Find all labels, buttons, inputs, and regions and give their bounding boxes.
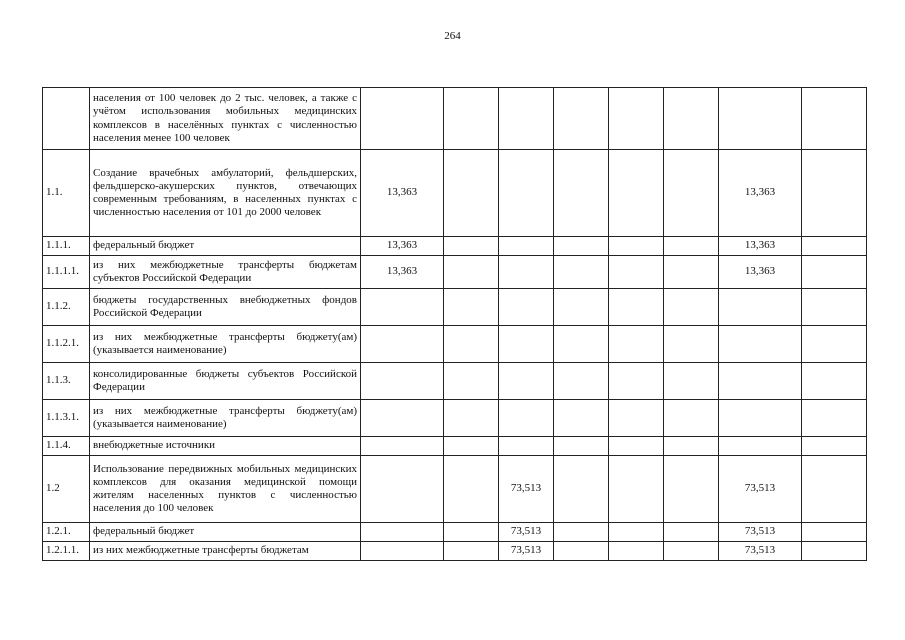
row-description: Использование передвижных мобильных медицинских комплексов для оказания медицинской помощи жителям населенных пунктов с численностью населения до 100 человек (90, 456, 361, 523)
empty-cell (802, 437, 867, 456)
value-cell-1 (361, 542, 444, 561)
empty-cell (609, 88, 664, 150)
value-cell-1 (361, 456, 444, 523)
table-row (43, 237, 867, 256)
value-cell-1 (361, 326, 444, 363)
table-row (43, 256, 867, 289)
empty-cell (554, 256, 609, 289)
row-code: 1.1.3. (43, 363, 90, 400)
value-cell-8 (719, 363, 802, 400)
table-row (43, 326, 867, 363)
empty-cell (444, 289, 499, 326)
row-code: 1.1.2.1. (43, 326, 90, 363)
empty-cell (609, 363, 664, 400)
empty-cell (664, 456, 719, 523)
table-row (43, 542, 867, 561)
value-cell-3 (499, 150, 554, 237)
empty-cell (554, 437, 609, 456)
empty-cell (609, 150, 664, 237)
empty-cell (802, 256, 867, 289)
row-description: из них межбюджетные трансферты бюджету(ам) (указывается наименование) (90, 400, 361, 437)
empty-cell (444, 363, 499, 400)
empty-cell (444, 456, 499, 523)
empty-cell (554, 456, 609, 523)
value-cell-3: 73,513 (499, 456, 554, 523)
value-cell-1 (361, 400, 444, 437)
empty-cell (609, 289, 664, 326)
empty-cell (664, 88, 719, 150)
value-cell-3 (499, 88, 554, 150)
table-row (43, 400, 867, 437)
empty-cell (802, 363, 867, 400)
empty-cell (554, 237, 609, 256)
empty-cell (609, 456, 664, 523)
row-description: внебюджетные источники (90, 437, 361, 456)
empty-cell (444, 150, 499, 237)
empty-cell (444, 542, 499, 561)
empty-cell (802, 523, 867, 542)
row-code: 1.1.1. (43, 237, 90, 256)
table-row (43, 289, 867, 326)
empty-cell (609, 542, 664, 561)
row-description: из них межбюджетные трансферты бюджетам субъектов Российской Федерации (90, 256, 361, 289)
empty-cell (554, 150, 609, 237)
empty-cell (802, 237, 867, 256)
empty-cell (554, 88, 609, 150)
value-cell-1: 13,363 (361, 150, 444, 237)
value-cell-8 (719, 400, 802, 437)
empty-cell (444, 326, 499, 363)
row-code: 1.1. (43, 150, 90, 237)
empty-cell (609, 400, 664, 437)
budget-table (42, 87, 867, 561)
empty-cell (664, 363, 719, 400)
empty-cell (664, 150, 719, 237)
empty-cell (554, 542, 609, 561)
page-number: 264 (444, 30, 461, 42)
value-cell-8 (719, 326, 802, 363)
empty-cell (802, 400, 867, 437)
row-code: 1.1.2. (43, 289, 90, 326)
value-cell-8 (719, 437, 802, 456)
value-cell-1: 13,363 (361, 237, 444, 256)
row-code (43, 88, 90, 150)
empty-cell (609, 437, 664, 456)
empty-cell (554, 523, 609, 542)
value-cell-3 (499, 256, 554, 289)
empty-cell (802, 88, 867, 150)
empty-cell (802, 542, 867, 561)
value-cell-8: 13,363 (719, 237, 802, 256)
row-description: из них межбюджетные трансферты бюджету(ам) (указывается наименование) (90, 326, 361, 363)
value-cell-1 (361, 437, 444, 456)
value-cell-8: 73,513 (719, 542, 802, 561)
empty-cell (664, 437, 719, 456)
empty-cell (444, 237, 499, 256)
empty-cell (664, 237, 719, 256)
empty-cell (554, 400, 609, 437)
value-cell-3: 73,513 (499, 542, 554, 561)
row-description: населения от 100 человек до 2 тыс. человек, а также с учётом использования мобильных медицинских комплексов в населённых пунктах с численностью населения менее 100 человек (90, 88, 361, 150)
row-code: 1.2.1.1. (43, 542, 90, 561)
table-row (43, 88, 867, 150)
table-row (43, 437, 867, 456)
empty-cell (802, 456, 867, 523)
empty-cell (554, 326, 609, 363)
empty-cell (664, 326, 719, 363)
empty-cell (444, 256, 499, 289)
empty-cell (664, 542, 719, 561)
row-description: консолидированные бюджеты субъектов Российской Федерации (90, 363, 361, 400)
row-code: 1.1.1.1. (43, 256, 90, 289)
empty-cell (664, 523, 719, 542)
value-cell-3 (499, 363, 554, 400)
empty-cell (444, 88, 499, 150)
row-description: бюджеты государственных внебюджетных фондов Российской Федерации (90, 289, 361, 326)
table-row (43, 363, 867, 400)
empty-cell (444, 437, 499, 456)
empty-cell (609, 326, 664, 363)
empty-cell (802, 150, 867, 237)
empty-cell (609, 237, 664, 256)
empty-cell (444, 523, 499, 542)
row-description: федеральный бюджет (90, 237, 361, 256)
empty-cell (554, 289, 609, 326)
value-cell-1 (361, 523, 444, 542)
empty-cell (444, 400, 499, 437)
value-cell-3 (499, 289, 554, 326)
value-cell-1 (361, 363, 444, 400)
value-cell-8: 73,513 (719, 523, 802, 542)
row-code: 1.1.3.1. (43, 400, 90, 437)
empty-cell (664, 400, 719, 437)
row-code: 1.2.1. (43, 523, 90, 542)
value-cell-1 (361, 88, 444, 150)
value-cell-3 (499, 237, 554, 256)
empty-cell (802, 326, 867, 363)
row-code: 1.1.4. (43, 437, 90, 456)
value-cell-8 (719, 88, 802, 150)
empty-cell (554, 363, 609, 400)
value-cell-3 (499, 437, 554, 456)
value-cell-8: 73,513 (719, 456, 802, 523)
value-cell-3 (499, 400, 554, 437)
empty-cell (802, 289, 867, 326)
value-cell-3: 73,513 (499, 523, 554, 542)
table-row (43, 150, 867, 237)
empty-cell (664, 289, 719, 326)
row-description: Создание врачебных амбулаторий, фельдшерских, фельдшерско-акушерских пунктов, отвечающих современным требованиям, в населенных пунктах с численностью населения от 101 до 2000 человек (90, 150, 361, 237)
value-cell-8: 13,363 (719, 150, 802, 237)
table-row (43, 523, 867, 542)
value-cell-3 (499, 326, 554, 363)
value-cell-1: 13,363 (361, 256, 444, 289)
value-cell-8 (719, 289, 802, 326)
table-row (43, 456, 867, 523)
value-cell-1 (361, 289, 444, 326)
empty-cell (609, 256, 664, 289)
row-description: из них межбюджетные трансферты бюджетам (90, 542, 361, 561)
row-description: федеральный бюджет (90, 523, 361, 542)
row-code: 1.2 (43, 456, 90, 523)
empty-cell (664, 256, 719, 289)
value-cell-8: 13,363 (719, 256, 802, 289)
empty-cell (609, 523, 664, 542)
